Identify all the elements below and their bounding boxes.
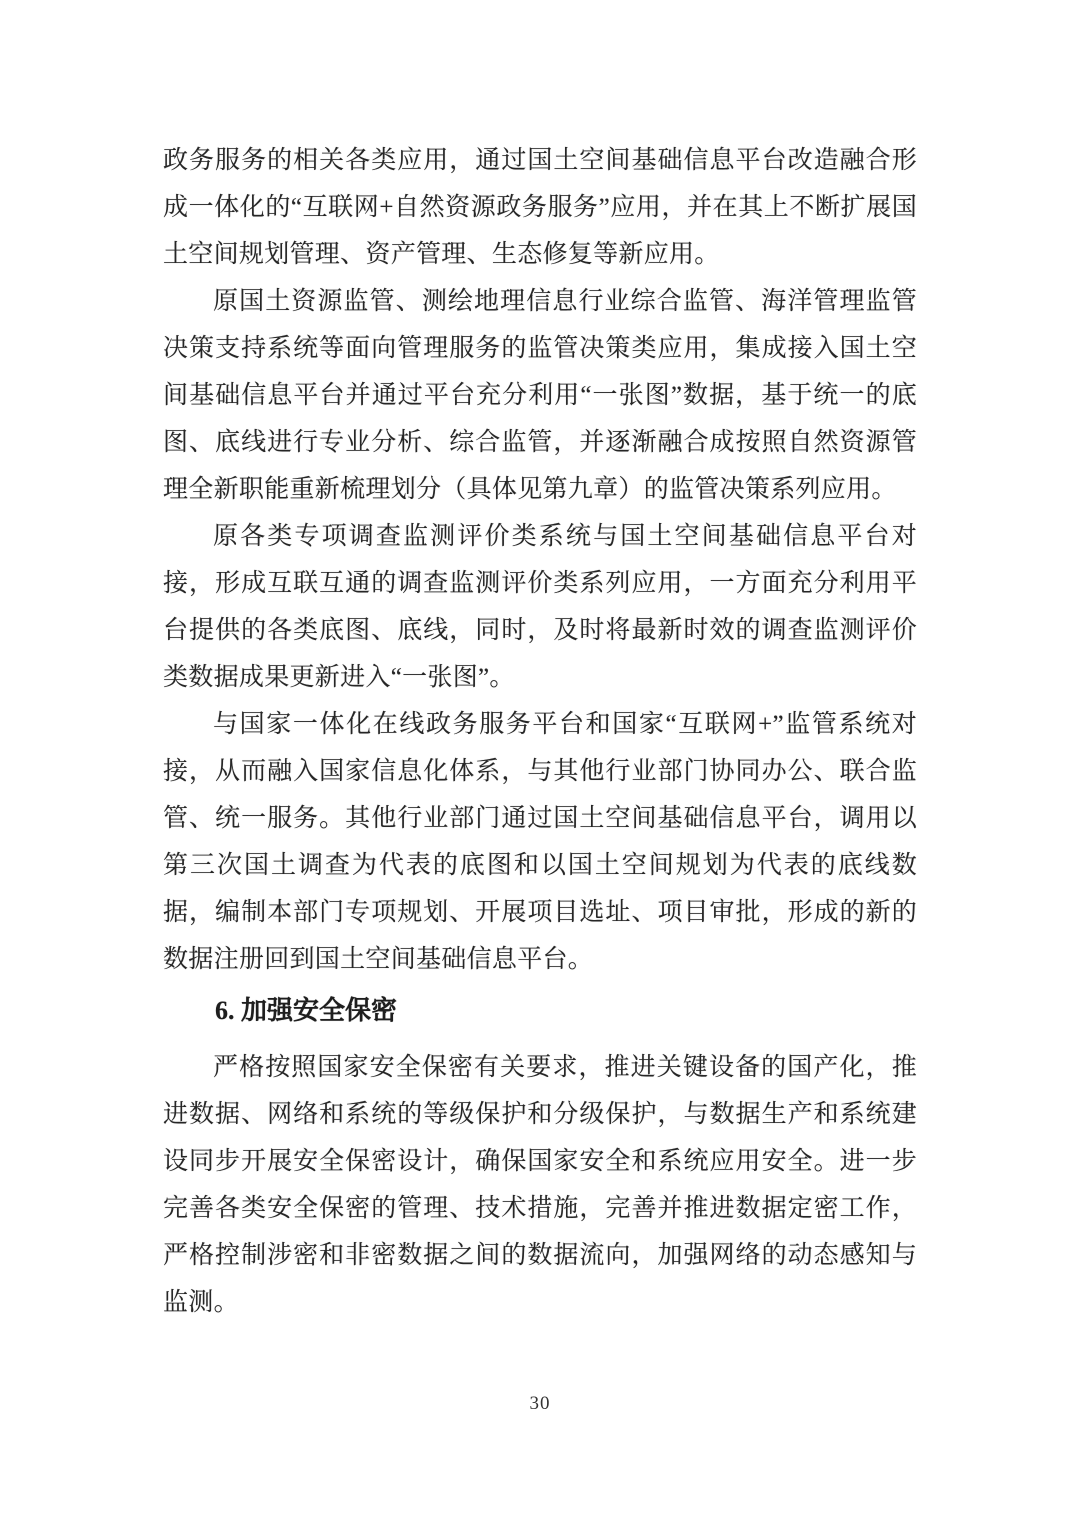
section-heading-security: 6. 加强安全保密 [215,996,398,1025]
paragraph-national-platform-integration: 与国家一体化在线政务服务平台和国家“互联网+”监管系统对接，从而融入国家信息化体系，与其他行业部门协同办公、联合监管、统一服务。其他行业部门通过国土空间基础信息平台，调用以第三次国土调查为代表的底图和以国土空间规划为代表的底线数据，编制本部门专项规划、开展项目选址、项目审批，形成的新的数据注册回到国土空间基础信息平台。 [163,711,917,973]
paragraph-security-measures: 严格按照国家安全保密有关要求，推进关键设备的国产化，推进数据、网络和系统的等级保护和分级保护，与数据生产和系统建设同步开展安全保密设计，确保国家安全和系统应用安全。进一步完善各类安全保密的管理、技术措施，完善并推进数据定密工作，严格控制涉密和非密数据之间的数据流向，加强网络的动态感知与监测。 [163,1054,917,1316]
paragraph-survey-monitoring-apps: 原各类专项调查监测评价类系统与国土空间基础信息平台对接，形成互联互通的调查监测评价类系列应用，一方面充分利用平台提供的各类底图、底线，同时，及时将最新时效的调查监测评价类数据成果更新进入“一张图”。 [163,523,917,691]
page-number: 30 [529,1393,551,1414]
paragraph-regulatory-decision-apps: 原国土资源监管、测绘地理信息行业综合监管、海洋管理监管决策支持系统等面向管理服务的监管决策类应用，集成接入国土空间基础信息平台并通过平台充分利用“一张图”数据，基于统一的底图、底线进行专业分析、综合监管，并逐渐融合成按照自然资源管理全新职能重新梳理划分（具体见第九章）的监管决策系列应用。 [163,288,917,503]
page-body [163,137,917,1326]
paragraph-continuation: 政务服务的相关各类应用，通过国土空间基础信息平台改造融合形成一体化的“互联网+自然资源政务服务”应用，并在其上不断扩展国土空间规划管理、资产管理、生态修复等新应用。 [163,147,917,268]
